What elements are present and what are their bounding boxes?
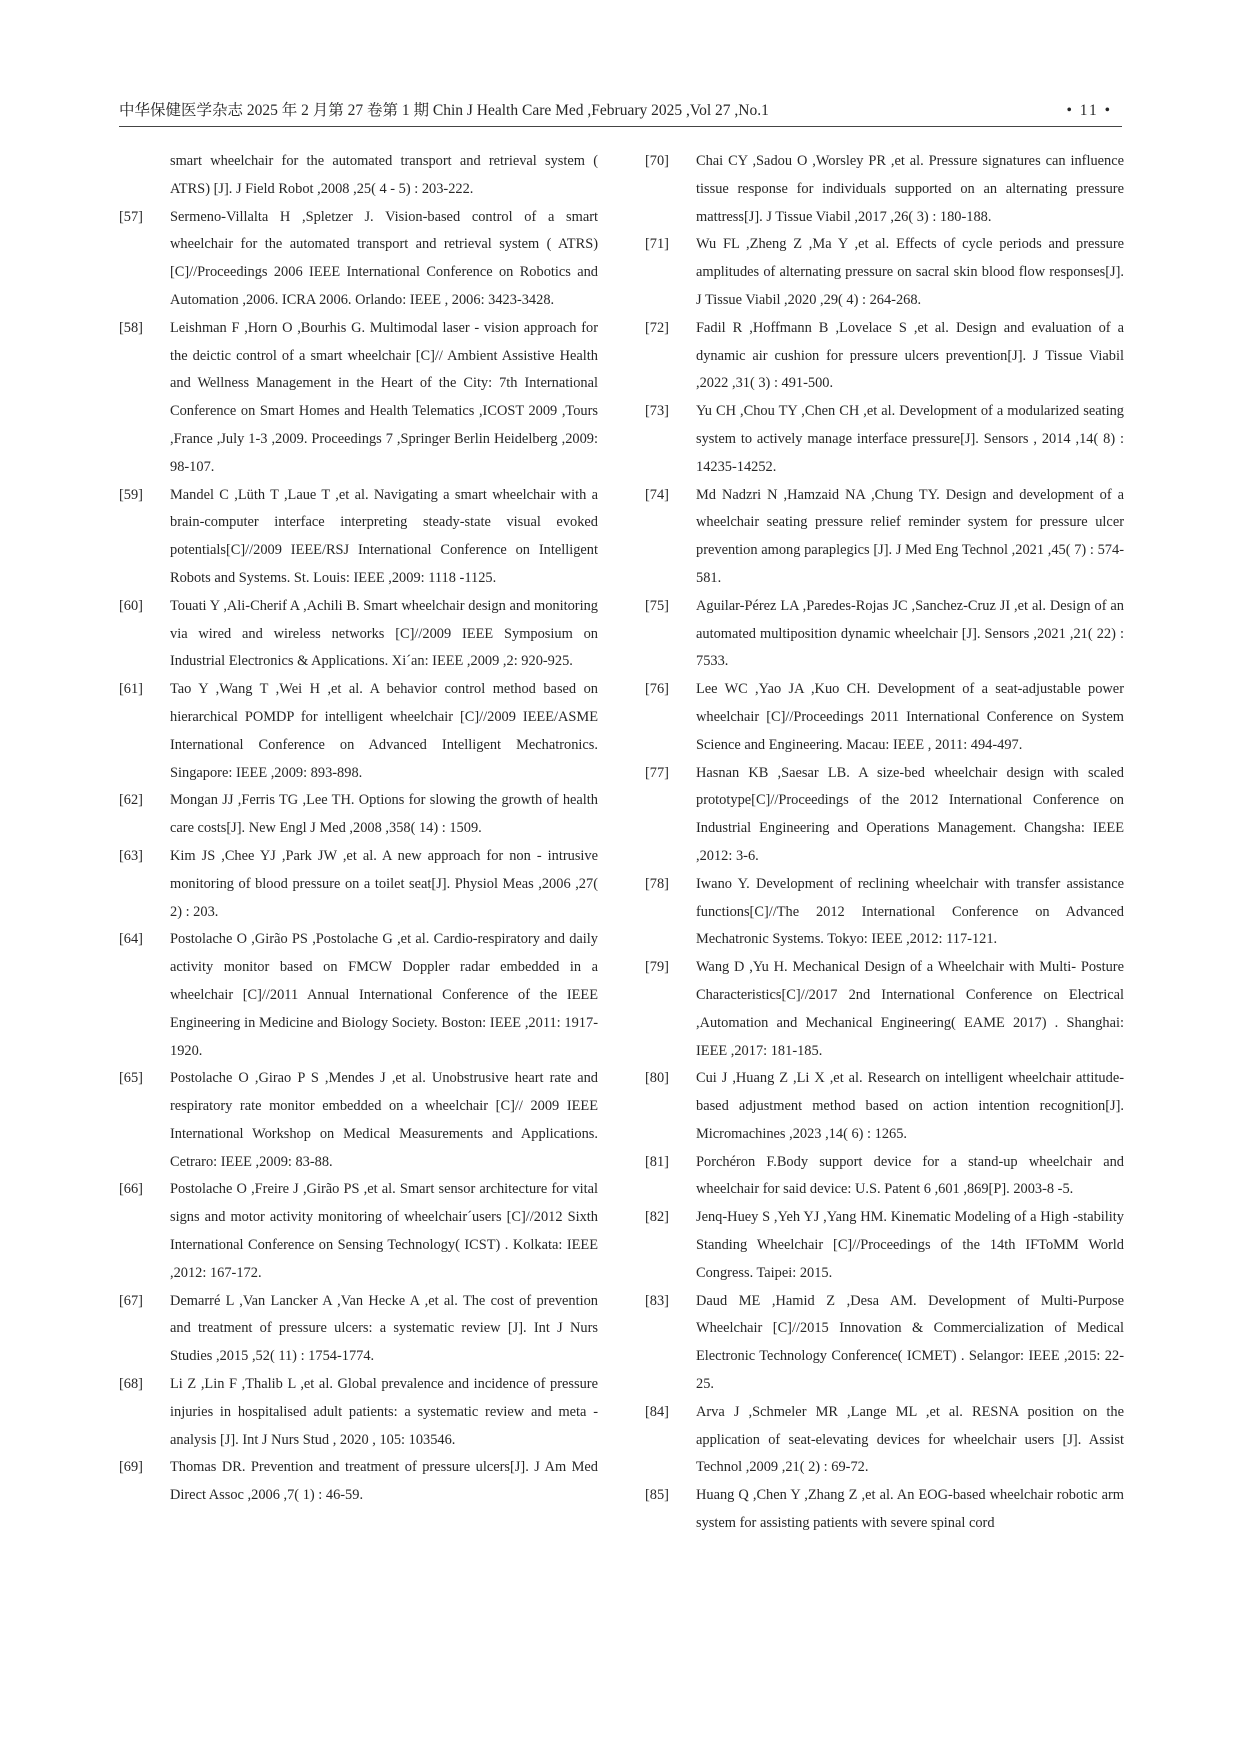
reference-text: Thomas DR. Prevention and treatment of pressure ulcers[J]. J Am Med Direct Assoc ,2006 ,7( 1) : 46-59. — [170, 1459, 598, 1504]
reference-entry — [119, 787, 598, 843]
reference-number: [69] — [119, 1459, 143, 1476]
reference-entry — [119, 926, 598, 1065]
reference-text: Jenq-Huey S ,Yeh YJ ,Yang HM. Kinematic Modeling of a High -stability Standing Wheelchair [C]//Proceedings of the 14th IFToMM World Congress. Taipei: 2015. — [696, 1209, 1124, 1281]
reference-text: Daud ME ,Hamid Z ,Desa AM. Development of Multi-Purpose Wheelchair [C]//2015 Innovation & Commercialization of Medical Electronic Technology Conference( ICMET) . Selangor: IEEE ,2015: 22-25. — [696, 1292, 1124, 1393]
reference-text: Kim JS ,Chee YJ ,Park JW ,et al. A new approach for non - intrusive monitoring of blood pressure on a toilet seat[J]. Physiol Meas ,2006 ,27( 2) : 203. — [170, 847, 598, 920]
running-header — [119, 96, 1122, 127]
reference-number: [67] — [119, 1292, 143, 1309]
reference-number: [82] — [645, 1209, 669, 1226]
reference-entry — [645, 676, 1124, 759]
reference-entry — [119, 1176, 598, 1287]
reference-number: [71] — [645, 236, 669, 253]
reference-entry — [645, 871, 1124, 954]
reference-number: [62] — [119, 792, 143, 809]
reference-text: Iwano Y. Development of reclining wheelchair with transfer assistance functions[C]//The 2012 International Conference on Advanced Mechatronic Systems. Tokyo: IEEE ,2012: 117-121. — [696, 875, 1124, 948]
reference-entry — [645, 1288, 1124, 1399]
reference-entry — [645, 1065, 1124, 1148]
reference-text: Demarré L ,Van Lancker A ,Van Hecke A ,et al. The cost of prevention and treatment of pressure ulcers: a systematic review [J]. Int J Nurs Studies ,2015 ,52( 11) : 1754-1774. — [170, 1292, 598, 1365]
reference-number: [72] — [645, 319, 669, 336]
reference-number: [70] — [645, 153, 669, 169]
reference-number: [85] — [645, 1487, 669, 1504]
reference-text: Md Nadzri N ,Hamzaid NA ,Chung TY. Design and development of a wheelchair seating pressure relief reminder system for pressure ulcer prevention among paraplegics [J]. J Med Eng Technol ,2021 ,45( 7) : 574-581. — [696, 486, 1124, 586]
reference-number: [77] — [645, 764, 669, 781]
reference-number: [73] — [645, 403, 669, 420]
reference-entry — [645, 1149, 1124, 1205]
reference-entry — [119, 315, 598, 482]
reference-text: Tao Y ,Wang T ,Wei H ,et al. A behavior control method based on hierarchical POMDP for intelligent wheelchair [C]//2009 IEEE/ASME International Conference on Advanced Intelligent Mechatronics. Singapore: IEEE ,2009: 893-898. — [170, 681, 598, 781]
reference-number: [80] — [645, 1070, 669, 1087]
reference-text: Aguilar-Pérez LA ,Paredes-Rojas JC ,Sanchez-Cruz JI ,et al. Design of an automated multiposition dynamic wheelchair [J]. Sensors ,2021 ,21( 22) : 7533. — [696, 597, 1124, 670]
reference-number: [57] — [119, 208, 143, 225]
reference-number: [63] — [119, 847, 143, 864]
reference-entry — [645, 760, 1124, 871]
reference-number: [59] — [119, 486, 143, 503]
reference-entry — [119, 1454, 598, 1510]
reference-number: [65] — [119, 1070, 143, 1087]
reference-entry — [119, 676, 598, 787]
reference-text: Chai CY ,Sadou O ,Worsley PR ,et al. Pressure signatures can influence tissue response for individuals supported on an alternating pressure mattress[J]. J Tissue Viabil ,2017 ,26( 3) : 180-188. — [696, 153, 1124, 225]
reference-entry — [645, 1204, 1124, 1287]
reference-number: [75] — [645, 597, 669, 614]
reference-number: [84] — [645, 1403, 669, 1420]
reference-text: Touati Y ,Ali-Cherif A ,Achili B. Smart wheelchair design and monitoring via wired and wireless networks [C]//2009 IEEE Symposium on Industrial Electronics & Applications. Xi´an: IEEE ,2009 ,2: 920-925. — [170, 597, 598, 670]
reference-entry — [119, 593, 598, 676]
reference-text: Mandel C ,Lüth T ,Laue T ,et al. Navigating a smart wheelchair with a brain-computer interface interpreting steady-state visual evoked potentials[C]//2009 IEEE/RSJ International Conference on Intelligent Robots and Systems. St. Louis: IEEE ,2009: 1118 -1125. — [170, 486, 598, 586]
reference-text: Fadil R ,Hoffmann B ,Lovelace S ,et al. Design and evaluation of a dynamic air cushion for pressure ulcers prevention[J]. J Tissue Viabil ,2022 ,31( 3) : 491-500. — [696, 319, 1124, 392]
reference-text: Hasnan KB ,Saesar LB. A size-bed wheelchair design with scaled prototype[C]//Proceedings of the 2012 International Conference on Industrial Engineering and Operations Management. Changsha: IEEE ,2012: 3-6. — [696, 764, 1124, 864]
reference-entry — [645, 1482, 1124, 1538]
reference-text: Yu CH ,Chou TY ,Chen CH ,et al. Development of a modularized seating system to actively manage interface pressure[J]. Sensors , 2014 ,14( 8) : 14235-14252. — [696, 403, 1124, 475]
reference-number: [74] — [645, 486, 669, 503]
reference-text: Leishman F ,Horn O ,Bourhis G. Multimodal laser - vision approach for the deictic control of a smart wheelchair [C]// Ambient Assistive Health and Wellness Management in the Heart of the City: 7th International Conference on Smart Homes and Health Telematics ,ICOST 2009 ,Tours ,France ,July 1-3 ,2009. Proceedings 7 ,Springer Berlin Heidelberg ,2009: 98-107. — [170, 319, 598, 475]
reference-text: Wang D ,Yu H. Mechanical Design of a Wheelchair with Multi- Posture Characteristics[C]//2017 2nd International Conference on Electrical ,Automation and Mechanical Engineering( EAME 2017) . Shanghai: IEEE ,2017: 181-185. — [696, 959, 1124, 1059]
reference-text: Arva J ,Schmeler MR ,Lange ML ,et al. RESNA position on the application of seat-elevating devices for wheelchair users [J]. Assist Technol ,2009 ,21( 2) : 69-72. — [696, 1403, 1124, 1476]
reference-text: Postolache O ,Girao P S ,Mendes J ,et al. Unobstrusive heart rate and respiratory rate monitor embedded on a wheelchair [C]// 2009 IEEE International Workshop on Medical Measurements and Applications. Cetraro: IEEE ,2009: 83-88. — [170, 1070, 598, 1170]
reference-number: [68] — [119, 1376, 143, 1393]
reference-entry — [119, 1288, 598, 1371]
reference-text: Mongan JJ ,Ferris TG ,Lee TH. Options for slowing the growth of health care costs[J]. New Engl J Med ,2008 ,358( 14) : 1509. — [170, 792, 598, 837]
reference-entry — [645, 148, 1124, 231]
reference-continuation: smart wheelchair for the automated transport and retrieval system ( ATRS) [J]. J Field Robot ,2008 ,25( 4 - 5) : 203-222. — [170, 153, 598, 197]
reference-text: Li Z ,Lin F ,Thalib L ,et al. Global prevalence and incidence of pressure injuries in hospitalised adult patients: a systematic review and meta - analysis [J]. Int J Nurs Stud , 2020 , 105: 103546. — [170, 1376, 598, 1448]
reference-entry — [645, 231, 1124, 314]
reference-text: Postolache O ,Freire J ,Girão PS ,et al. Smart sensor architecture for vital signs and motor activity monitoring of wheelchair´users [C]//2012 Sixth International Conference on Sensing Technology( ICST) . Kolkata: IEEE ,2012: 167-172. — [170, 1181, 598, 1281]
reference-entry — [119, 1065, 598, 1176]
reference-entry — [119, 1371, 598, 1454]
reference-text: Huang Q ,Chen Y ,Zhang Z ,et al. An EOG-based wheelchair robotic arm system for assisting patients with severe spinal cord — [696, 1487, 1124, 1532]
reference-text: Porchéron F.Body support device for a stand-up wheelchair and wheelchair for said device: U.S. Patent 6 ,601 ,869[P]. 2003-8 -5. — [696, 1153, 1124, 1198]
reference-text: Sermeno-Villalta H ,Spletzer J. Vision-based control of a smart wheelchair for the automated transport and retrieval system ( ATRS) [C]//Proceedings 2006 IEEE International Conference on Robotics and Automation ,2006. ICRA 2006. Orlando: IEEE , 2006: 3423-3428. — [170, 208, 598, 308]
reference-entry — [119, 843, 598, 926]
reference-text: Postolache O ,Girão PS ,Postolache G ,et al. Cardio-respiratory and daily activity monitor based on FMCW Doppler radar embedded in a wheelchair [C]//2011 Annual International Conference of the IEEE Engineering in Medicine and Biology Society. Boston: IEEE ,2011: 1917-1920. — [170, 931, 598, 1059]
reference-number: [78] — [645, 875, 669, 892]
reference-number: [64] — [119, 931, 143, 948]
reference-text: Wu FL ,Zheng Z ,Ma Y ,et al. Effects of cycle periods and pressure amplitudes of alternating pressure on sacral skin blood flow responses[J]. J Tissue Viabil ,2020 ,29( 4) : 264-268. — [696, 236, 1124, 308]
reference-column-left — [119, 148, 598, 1510]
reference-number: [66] — [119, 1181, 143, 1198]
page-number: • 11 • — [1066, 102, 1112, 119]
reference-number: [79] — [645, 959, 669, 976]
reference-number: [58] — [119, 319, 143, 336]
reference-number: [61] — [119, 681, 143, 698]
reference-entry — [645, 315, 1124, 398]
reference-text: Lee WC ,Yao JA ,Kuo CH. Development of a seat-adjustable power wheelchair [C]//Proceedings 2011 International Conference on System Science and Engineering. Macau: IEEE , 2011: 494-497. — [696, 681, 1124, 753]
reference-number: [83] — [645, 1292, 669, 1309]
reference-entry — [645, 593, 1124, 676]
reference-entry — [645, 954, 1124, 1065]
reference-entry — [645, 1399, 1124, 1482]
reference-entry — [119, 482, 598, 593]
journal-citation: 中华保健医学杂志 2025 年 2 月第 27 卷第 1 期 Chin J Health Care Med ,February 2025 ,Vol 27 ,No.1 — [119, 102, 769, 119]
reference-number: [81] — [645, 1153, 669, 1170]
reference-number: [76] — [645, 681, 669, 698]
reference-entry — [645, 398, 1124, 481]
reference-column-right — [645, 148, 1124, 1538]
reference-number: [60] — [119, 597, 143, 614]
reference-text: Cui J ,Huang Z ,Li X ,et al. Research on intelligent wheelchair attitude-based adjustment method based on action intention recognition[J]. Micromachines ,2023 ,14( 6) : 1265. — [696, 1070, 1124, 1142]
reference-entry — [645, 482, 1124, 593]
reference-entry — [119, 204, 598, 315]
